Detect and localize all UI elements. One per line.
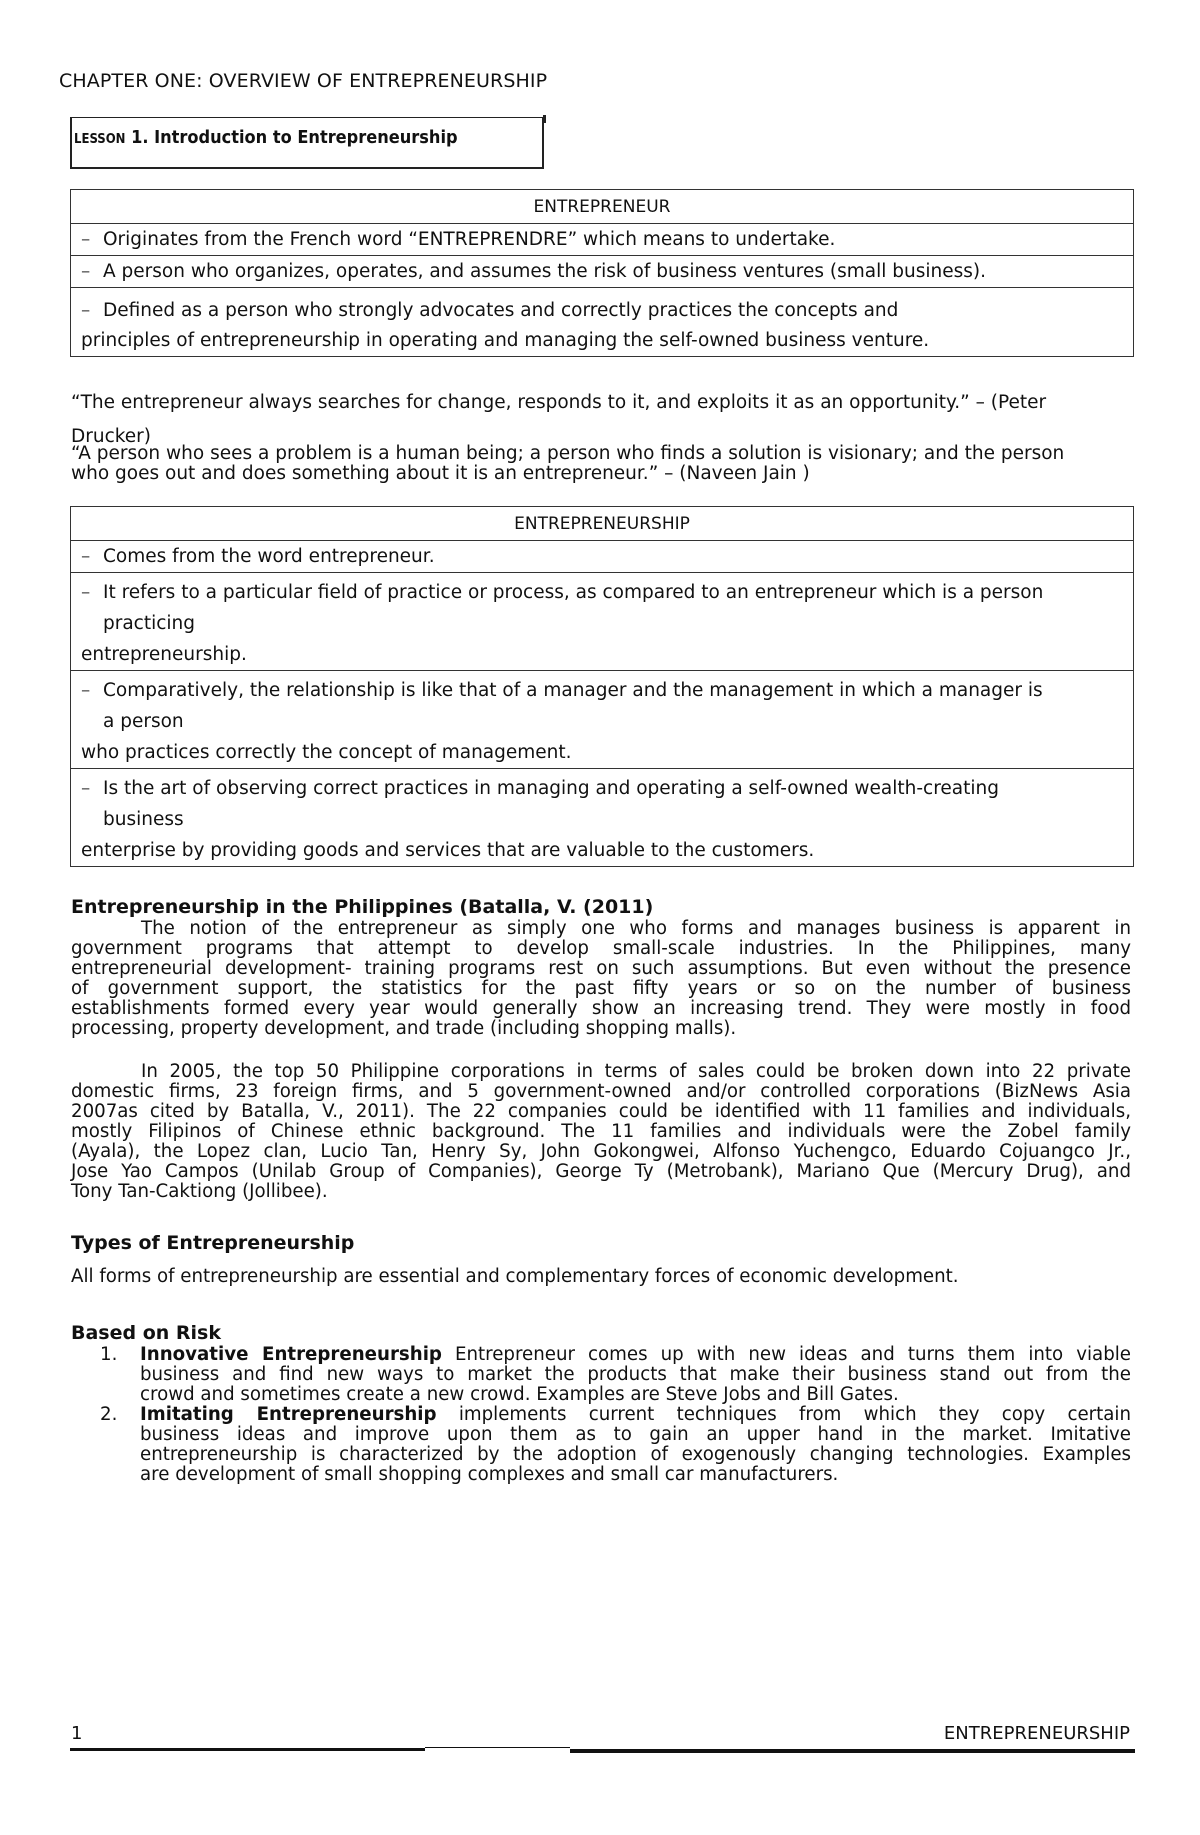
dash-bullet: – [81, 680, 91, 701]
dash-bullet: – [81, 582, 91, 603]
list-number: 1. [100, 1344, 118, 1365]
table-row [71, 769, 1134, 867]
paragraph-line: 2007as cited by Batalla, V., 2011). The 22 companies could be identified with 11 families and individuals, [71, 1101, 1131, 1122]
list-number: 2. [100, 1404, 118, 1425]
table-row [71, 671, 1134, 769]
dash-bullet: – [81, 546, 91, 567]
lesson-prefix: LESSON [74, 132, 126, 147]
list-text: crowd and sometimes create a new crowd. Examples are Steve Jobs and Bill Gates. [140, 1384, 899, 1405]
page-number: 1 [71, 1723, 83, 1744]
paragraph-line: entrepreneurial development- training programs rest on such assumptions. But even without the presence [71, 958, 1131, 979]
row-text: A person who organizes, operates, and assumes the risk of business ventures (small business). [103, 261, 986, 282]
risk-types-list [100, 1345, 1131, 1485]
quote-line: Drucker) [71, 426, 152, 447]
row-text-continued: business [103, 809, 184, 830]
list-text: business and find new ways to market the products that make their business stand out from the [140, 1364, 1131, 1385]
quote-jain [71, 444, 1135, 484]
dash-bullet: – [81, 778, 91, 799]
list-text: entrepreneurship is characterized by the adoption of exogenously changing technologies. Examples [140, 1444, 1131, 1465]
list-item [100, 1405, 1131, 1485]
entrepreneurship-table-header: ENTREPRENEURSHIP [71, 507, 1134, 541]
footer-rule [425, 1747, 570, 1748]
row-text: Comparatively, the relationship is like that of a manager and the management in which a manager is [103, 680, 1043, 701]
row-text-continued: entrepreneurship. [81, 644, 247, 665]
philippines-heading: Entrepreneurship in the Philippines (Batalla, V. (2011) [71, 896, 654, 918]
list-text: implements current techniques from which they copy certain [436, 1404, 1131, 1425]
list-text: Entrepreneur comes up with new ideas and turns them into viable [441, 1344, 1131, 1365]
list-term: Innovative Entrepreneurship [140, 1344, 442, 1365]
list-text: are development of small shopping complexes and small car manufacturers. [140, 1464, 839, 1485]
row-text: Comes from the word entrepreneur. [103, 546, 435, 567]
quote-line: “The entrepreneur always searches for change, responds to it, and exploits it as an opportunity.” – (Peter [71, 392, 1047, 413]
list-item [100, 1345, 1131, 1405]
row-text-continued: who practices correctly the concept of management. [81, 742, 572, 763]
row-text: Defined as a person who strongly advocates and correctly practices the concepts and [103, 300, 899, 321]
paragraph-line: mostly Filipinos of Chinese ethnic background. The 11 families and individuals were the Zobel family [71, 1121, 1131, 1142]
paragraph-line: (Ayala), the Lopez clan, Lucio Tan, Henry Sy, John Gokongwei, Alfonso Yuchengco, Eduardo Cojuangco Jr., [71, 1141, 1131, 1162]
footer-title: ENTREPRENEURSHIP [943, 1723, 1130, 1744]
row-text: Originates from the French word “ENTREPRENDRE” which means to undertake. [103, 229, 836, 250]
table-row [71, 288, 1134, 357]
chapter-title: CHAPTER ONE: OVERVIEW OF ENTREPRENEURSHIP [59, 70, 548, 92]
lesson-title-box [70, 117, 544, 169]
lesson-title [74, 127, 458, 148]
box-corner-mark [543, 115, 546, 123]
paragraph-line: of government support, the statistics for the past fifty years or so on the number of business [71, 978, 1131, 999]
entrepreneurship-table [70, 506, 1134, 867]
paragraph-line: processing, property development, and trade (including shopping malls). [71, 1018, 737, 1039]
based-on-risk-heading: Based on Risk [71, 1322, 221, 1344]
row-text-continued: practicing [103, 613, 196, 634]
types-heading: Types of Entrepreneurship [71, 1232, 355, 1254]
quote-line: who goes out and does something about it is an entrepreneur.” – (Naveen Jain ) [71, 463, 810, 484]
footer-rule [570, 1749, 1135, 1753]
paragraph-line: In 2005, the top 50 Philippine corporations in terms of sales could be broken down into 22 private [141, 1061, 1131, 1082]
list-term: Imitating Entrepreneurship [140, 1404, 437, 1425]
list-text: business ideas and improve upon them as to gain an upper hand in the market. Imitative [140, 1424, 1131, 1445]
table-row [71, 256, 1134, 288]
table-row [71, 224, 1134, 256]
row-text-continued: a person [103, 711, 184, 732]
philippines-paragraph-1 [71, 919, 1131, 1039]
paragraph-line: establishments formed every year would generally show an increasing trend. They were mostly in food [71, 998, 1131, 1019]
table-row [71, 541, 1134, 573]
paragraph-line: Tony Tan-Caktiong (Jollibee). [71, 1181, 328, 1202]
paragraph-line: The notion of the entrepreneur as simply one who forms and manages business is apparent in [141, 918, 1131, 939]
philippines-paragraph-2 [71, 1062, 1131, 1202]
table-row [71, 573, 1134, 671]
entrepreneur-table [70, 189, 1134, 357]
quote-line: “A person who sees a problem is a human being; a person who finds a solution is visionary; and the person [71, 443, 1065, 464]
paragraph-line: government programs that attempt to develop small-scale industries. In the Philippines, many [71, 938, 1131, 959]
lesson-title-text: 1. Introduction to Entrepreneurship [131, 127, 458, 148]
paragraph-line: Jose Yao Campos (Unilab Group of Companies), George Ty (Metrobank), Mariano Que (Mercury Drug), and [71, 1161, 1131, 1182]
row-text-continued: principles of entrepreneurship in operating and managing the self-owned business venture. [81, 330, 930, 351]
types-intro: All forms of entrepreneurship are essential and complementary forces of economic development. [71, 1266, 959, 1287]
entrepreneur-table-header: ENTREPRENEUR [71, 190, 1134, 224]
row-text-continued: enterprise by providing goods and services that are valuable to the customers. [81, 840, 815, 861]
row-text: It refers to a particular field of practice or process, as compared to an entrepreneur which is a person [103, 582, 1044, 603]
paragraph-line: domestic firms, 23 foreign firms, and 5 government-owned and/or controlled corporations (BizNews Asia [71, 1081, 1131, 1102]
dash-bullet: – [81, 261, 91, 282]
footer-rule [70, 1748, 425, 1751]
dash-bullet: – [81, 229, 91, 250]
row-text: Is the art of observing correct practices in managing and operating a self-owned wealth-creating [103, 778, 999, 799]
dash-bullet: – [81, 300, 91, 321]
